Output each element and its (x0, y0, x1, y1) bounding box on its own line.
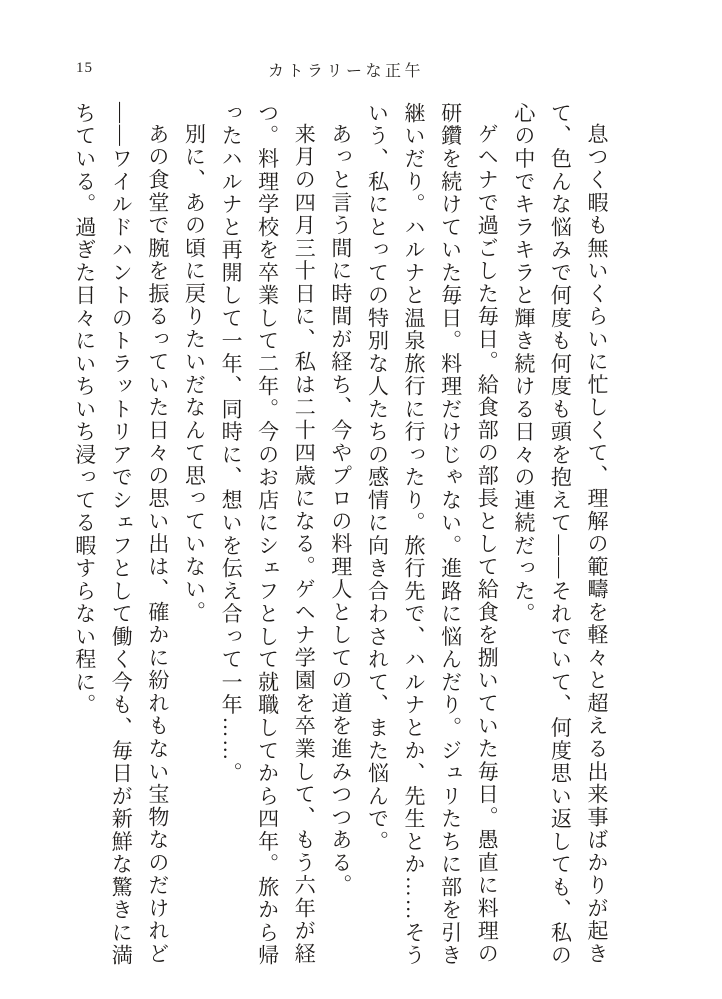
body-text (63, 102, 615, 968)
paragraph-5: 別に、あの頃に戻りたいだなんて思っていない。 (182, 123, 207, 624)
paragraph-1: 息つく暇も無いくらいに忙しくて、理解の範疇を軽々と超える出来事ばかりが起きて、色んな悩みで何度も何度も頭を抱えて——それでいて、何度思い返しても、私の心の中でキラキラと輝き続ける日々の連続だった。 (511, 102, 609, 967)
paragraph-2: ゲヘナで過ごした毎日。給食部の部長として給食を捌いていた毎日。愚直に料理の研鑽を続けていた毎日。料理だけじゃない。進路に悩んだり。ジュリたちに部を引き継いだり。ハルナと温泉旅行に行ったり。旅行先で、ハルナとか、先生とか……そういう、私にとっての特別な人たちの感情に向き合わされて、また悩んで。 (365, 102, 500, 967)
page-number: 15 (76, 60, 93, 76)
running-title: カトラリーな正午 (268, 63, 425, 80)
paragraph-6: あの食堂で腕を振るっていた日々の思い出は、確かに紛れもない宝物なのだけれど——ワイルドハントのトラットリアでシェフとして働く今も、毎日が新鮮な驚きに満ちている。過ぎた日々にいちいち浸ってる暇すらない程に。 (72, 102, 170, 967)
page-header (0, 58, 722, 82)
paragraph-3: あっと言う間に時間が経ち、今やプロの料理人としての道を進みつつある。 (328, 123, 353, 897)
paragraph-4: 来月の四月三十日に、私は二十四歳になる。ゲヘナ学園を卒業して、もう六年が経つ。料理学校を卒業して二年。今のお店にシェフとして就職してから四年。旅から帰ったハルナと再開して一年、同時に、想いを伝え合って一年……。 (219, 102, 317, 967)
